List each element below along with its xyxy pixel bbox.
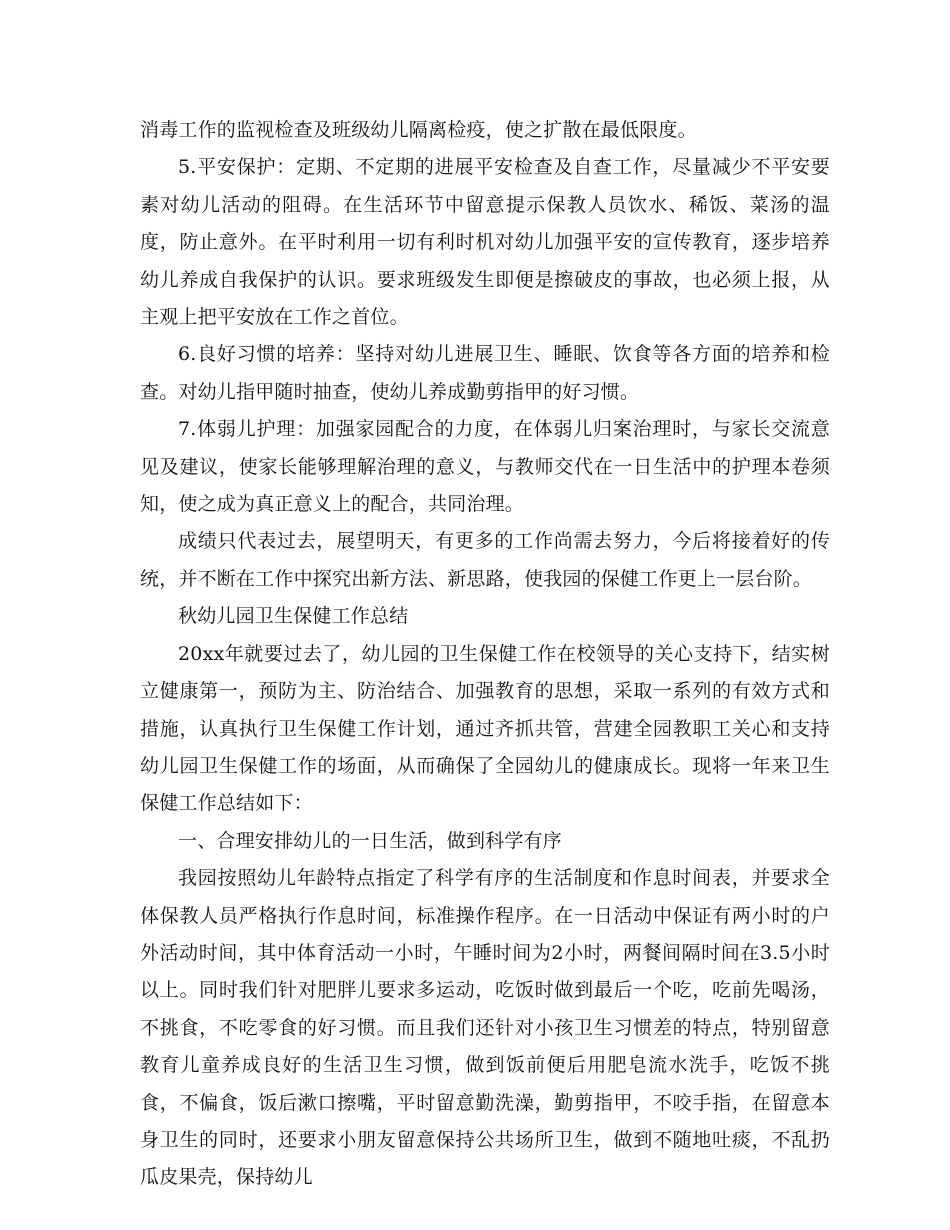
paragraph-safety-protection: 5.平安保护：定期、不定期的进展平安检查及自查工作，尽量减少不平安要素对幼儿活动的阻碍。在生活环节中留意提示保教人员饮水、稀饭、菜汤的温度，防止意外。在平时利用一切有利时机对幼儿加强平安的宣传教育，逐步培养幼儿养成自我保护的认识。要求班级发生即便是擦破皮的事故，也必须上报，从主观上把平安放在工作之首位。 [140,156,830,329]
paragraph-weak-child-care: 7.体弱儿护理：加强家园配合的力度，在体弱儿归案治理时，与家长交流意见及建议，使家长能够理解治理的意义，与教师交代在一日生活中的护理本卷须知，使之成为真正意义上的配合，共同治理。 [140,418,830,516]
paragraph-good-habits: 6.良好习惯的培养：坚持对幼儿进展卫生、睡眠、饮食等各方面的培养和检查。对幼儿指甲随时抽查，使幼儿养成勤剪指甲的好习惯。 [140,343,830,403]
section-title: 秋幼儿园卫生保健工作总结 [178,605,409,628]
paragraph-intro: 20xx年就要过去了，幼儿园的卫生保健工作在校领导的关心支持下，结实树立健康第一，预防为主、防治结合、加强教育的思想，采取一系列的有效方式和措施，认真执行卫生保健工作计划，通过齐抓共管，营建全园教职工关心和支持幼儿园卫生保健工作的场面，从而确保了全园幼儿的健康成长。现将一年来卫生保健工作总结如下： [140,642,830,815]
paragraph-daily-schedule: 我园按照幼儿年龄特点指定了科学有序的生活制度和作息时间表，并要求全体保教人员严格执行作息时间，标准操作程序。在一日活动中保证有两小时的户外活动时间，其中体育活动一小时，午睡时间为2小时，两餐间隔时间在3.5小时以上。同时我们针对肥胖儿要求多运动，吃饭时做到最后一个吃，吃前先喝汤，不挑食，不吃零食的好习惯。而且我们还针对小孩卫生习惯差的特点，特别留意教育儿童养成良好的生活卫生习惯，做到饭前便后用肥皂流水洗手，吃饭不挑食，不偏食，饭后漱口擦嘴，平时留意勤洗澡，勤剪指甲，不咬手指，在留意本身卫生的同时，还要求小朋友留意保持公共场所卫生，做到不随地吐痰，不乱扔瓜皮果壳，保持幼儿 [140,867,830,1189]
paragraph-continuation: 消毒工作的监视检查及班级幼儿隔离检疫，使之扩散在最低限度。 [140,119,697,141]
document-body [140,112,830,1197]
section-heading-one: 一、合理安排幼儿的一日生活，做到科学有序 [178,829,563,852]
paragraph-outlook: 成绩只代表过去，展望明天，有更多的工作尚需去努力，今后将接着好的传统，并不断在工作中探究出新方法、新思路，使我园的保健工作更上一层台阶。 [140,530,830,590]
